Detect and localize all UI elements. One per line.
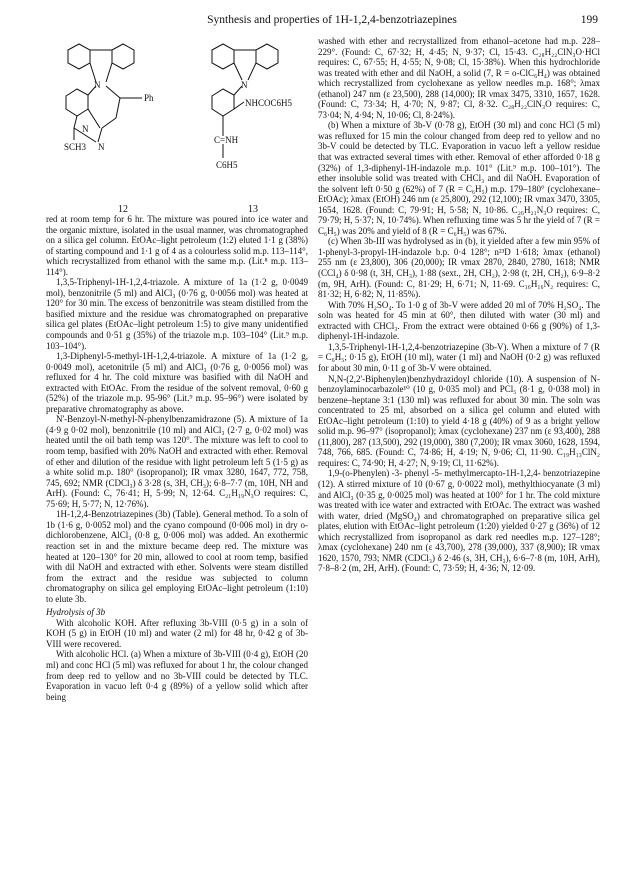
paragraph: 1,9-(o-Phenylen) -3- phenyl -5- methylmercapto-1H-1,2,4- benzotriazepine (12). A stirred mixture of 10 (0·67 g, 0·0022 mol), methylthiocyanate (3 ml) and AlCl₃ (0·35 g, 0·0025 mol) was heated at 100° for 1 hr. The cold mixture was treated with ice water and extracted with EtOAc. The extract was washed with water, dried (MgSO₄) and chromatographed on preparative silica gel plates, elution with EtOAc–light petroleum (1:20) yielded 0·27 g (36%) of 12 which recrystallized from isopropanol as dark red needles m.p. 127–128°; λmax (cyclohexane) 240 nm (ε 43,700), 278 (39,000), 337 (8,900); IR νmax 1620, 1570, 793; NMR (CDCl₃) δ 2·46 (s, 3H, CH₃), 6·6–7·8 (m, 10H, ArH), 7·8–8·2 (m, 2H, ArH). (Found: C, 73·59; H, 4·36; N, 12·09. — [318, 468, 600, 574]
compound-13-label: 13 — [248, 204, 258, 212]
c12-atom-n2: N — [82, 124, 89, 134]
section-heading: Hydrolysis of 3b — [46, 607, 106, 618]
c12-atom-n1: N — [94, 80, 101, 90]
c13-aryl-label: C6H5 — [216, 160, 238, 170]
paragraph: With 70% H₂SO₄. To 1·0 g of 3b-V were added 20 ml of 70% H₂SO₄. The soln was heated for 45 min at 60°, then diluted with water (30 ml) and extracted with CHCl₃. From the extract were obtained 0·66 g (90%) of 1,3-diphenyl-1H-indazole. — [318, 299, 600, 342]
structure-drawing — [46, 36, 296, 212]
paragraph: With alcoholic HCl. (a) When a mixture of 3b-VIII (0·4 g), EtOH (20 ml) and conc HCl (5 ml) was refluxed for about 1 hr, the colour changed from deep red to yellow and no 3b-VIII could be detected by TLC. Evaporation in vacuo left 0·4 g (89%) of a yellow solid which after being — [46, 649, 308, 702]
paragraph: (c) When 3b-III was hydrolysed as in (b), it yielded after a few min 95% of 1-phenyl-3-propyl-1H-indazole b.p. 0·4 128°; n²³D 1·618; λmax (ethanol) 255 nm (ε 23,800), 306 (20,000); IR νmax 2870, 2840, 2780, 1618; NMR (CCl₄) δ 0·98 (t, 3H, CH₃), 1·88 (sext., 2H, CH₂), 2·98 (t, 2H, CH₂), 6·9–8·2 (m, 9H, ArH). (Found: C, 81·29; H, 6·71; N, 11·69. C₁₆H₁₆N₂ requires: C, 81·32; H, 6·82; N, 11·85%). — [318, 236, 600, 300]
paragraph: N,N-(2,2'-Biphenylen)benzhydrazidoyl chloride (10). A suspension of N-benzoylaminocarbazole¹⁰ (10 g, 0·035 mol) and PCl₅ (8·1 g, 0·038 mol) in benzene–heptane 3:1 (130 ml) was refluxed for about 30 min. The soln was concentrated to 25 ml, absorbed on a silica gel column and eluted with EtOAc–light petroleum (1:10) to yield 4·18 g (40%) of 9 as a bright yellow solid m.p. 96–97° (isopropanol); λmax (cyclohexane) 237 nm (ε 93,400), 288 (11,800), 287 (13,500), 292 (19,000), 380 (7,200); IR νmax 3060, 1628, 1594, 748, 766, 685. (Found: C, 74·86; H, 4·19; N, 9·06; Cl, 11·90. C₁₉H₁₃ClN₂ requires: C, 74·90; H, 4·27; N, 9·19; Cl, 11·62%). — [318, 373, 600, 468]
paragraph: With alcoholic KOH. After refluxing 3b-VIII (0·5 g) in a soln of KOH (5 g) in EtOH (10 ml) and water (2 ml) for 48 hr, 0·42 g of 3b-VIII were recovered. — [46, 617, 308, 649]
c12-sch3-label: SCH3 — [64, 142, 87, 152]
c13-ring-right — [256, 44, 278, 69]
paragraph: 1,3,5-Triphenyl-1H-1,2,4-benzotriazepine (3b-V). When a mixture of 7 (R = C₆H₅; 0·15 g), EtOH (10 ml), water (1 ml) and NaOH (0·2 g) was refluxed for about 30 min, 0·11 g of 3b-V were obtained. — [318, 341, 600, 373]
paragraph: 1H-1,2,4-Benzotriazepines (3b) (Table). General method. To a soln of 1b (1·6 g, 0·0052 mol) and the cyano compound (0·006 mol) in dry o-dichlorobenzene, AlCl₃ (0·8 g, 0·006 mol) was added. An exothermic reaction set in and the mixture became deep red. The mixture was heated at 120–130° for 20 min, allowed to cool at room temp, basified with dil NaOH and extracted with ether. Solvents were steam distilled from the extract and the residue was subjected to column chromatography on silica gel employing EtOAc–light petroleum (1:10) to elute 3b. — [46, 509, 308, 604]
c12-ring-left — [68, 44, 90, 69]
paragraph: (b) When a mixture of 3b-V (0·78 g), EtOH (30 ml) and conc HCl (5 ml) was refluxed for 15 min the colour changed from deep red to yellow and no 3b-V could be detected by TLC. Evaporation in vacuo left a yellow residue that was extracted several times with ether. Removal of ether afforded 0·18 g (32%) of 1,3-diphenyl-1H-indazole m.p. 101° (Lit.⁹ m.p. 100–101°). The ether insoluble solid was treated with CHCl₃ and dil NaOH. Evaporation of the solvent left 0·50 g (62%) of 7 (R = C₆H₅) m.p. 179–180° (cyclohexane–EtOAc); λmax (EtOH) 246 nm (ε 25,800), 292 (12,100); IR νmax 3470, 3305, 1654, 1628. (Found: C, 79·91; H, 5·58; N, 10·86. C₂₆H₂₁N₃O requires: C, 79·79; H, 5·37; N, 10·74%). When refluxing time was 5 hr the yield of 7 (R = C₆H₅) was 20% and yield of 8 (R = C₆H₅) was 67%. — [318, 120, 600, 236]
c12-atom-n3: N — [98, 142, 105, 152]
c13-ring-left — [212, 44, 234, 69]
c12-phenyl-label: Ph — [144, 93, 154, 103]
paragraph: 1,3-Diphenyl-5-methyl-1H-1,2,4-triazole. A mixture of 1a (1·2 g, 0·0049 mol), acetonitrile (5 ml) and AlCl₃ (0·76 g, 0·0056 mol) was refluxed for 4 hr. The cold mixture was basified with dil NaOH and extracted with EtOAc. From the residue of the solvent removal, 0·60 g (52%) of the triazole m.p. 95-96° (Lit.⁹ m.p. 95–96°) were isolated by preparative chromatography as above. — [46, 351, 308, 414]
c13-benzo-ring — [212, 89, 234, 116]
paragraph: 1,3,5-Triphenyl-1H-1,2,4-triazole. A mixture of 1a (1·2 g, 0·0049 mol), benzonitrile (5 ml) and AlCl₃ (0·76 g, 0·0056 mol) was heated at 120° for 30 min. The excess of benzonitrile was steam distilled from the basified mixture and the residue was chromatographed on preparative silica gel plates (EtOAc–light petroleum 1:5) to give many unidentified compounds and 0·51 g (35%) of the triazole m.p. 103–104° (Lit.⁹ m.p. 103–104°). — [46, 277, 308, 351]
paragraph: N'-Benzoyl-N-methyl-N-phenylbenzamidrazone (5). A mixture of 1a (4·9 g 0·02 mol), benzonitrile (10 ml) and AlCl₃ (2·7 g, 0·02 mol) was heated until the oil bath temp was 120°. The mixture was left to cool to room temp, basified with 20% NaOH and extracted with ether. Removal of ether and dilution of the residue with light petroleum left 5 (1·5 g) as a white solid m.p. 180° (isopropanol); IR νmax 3280, 1647, 772, 758, 745, 692; NMR (CDCl₃) δ 3·28 (s, 3H, CH₃); 6·8–7·7 (m, 10H, NH and ArH). (Found: C, 76·41; H, 5·99; N, 12·64. C₂₁H₁₉N₃O requires: C, 75·69; H, 5·77; N, 12·76%). — [46, 414, 308, 509]
right-column — [318, 36, 600, 574]
c13-amide-label: NHCOC6H5 — [245, 98, 293, 108]
c12-benzo-ring — [66, 89, 88, 116]
paragraph: washed with ether and recrystallized from ethanol–acetone had m.p. 228–229°. (Found: C, 67·32; H, 4·45; N, 9·37; Cl, 15·43. C₂₈H₂₂ClN₃O·HCl requires: C, 67·55; H, 4·55; N, 9·08; Cl, 15·38%). When this hydrochloride was treated with ether and dil NaOH, a solid (7, R = o-ClC₆H₄) was obtained which recrystallized from cyclohexane as yellow needles m.p. 168°; λmax (ethanol) 247 nm (ε 23,500), 288 (14,000); IR νmax 3475, 3310, 1657, 1628. (Found: C, 73·34; H, 4·70; N, 9·87; Cl, 8·32. C₂₈H₂₂ClN₃O requires: C, 73·04; N, 4·94; N, 10·06; Cl, 8·24%). — [318, 36, 600, 120]
c13-atom-n: N — [241, 80, 248, 90]
structure-figure — [46, 36, 296, 212]
page-number: 199 — [580, 14, 598, 26]
running-header — [66, 14, 598, 30]
running-title: Synthesis and properties of 1H-1,2,4-benzotriazepines — [207, 14, 457, 26]
c12-ring-right — [112, 44, 134, 69]
paragraph: red at room temp for 6 hr. The mixture was poured into ice water and the organic mixture, isolated in the usual manner, was chromatographed on a silica gel column. EtOAc–light petroleum (1:2) eluted 1·1 g (38%) of starting compound and 1·1 g of 4 as a colourless solid m.p. 113–114°, which recrystallized from ethanol with the same m.p. (Lit.⁸ m.p. 113–114°). — [46, 214, 308, 277]
left-column — [46, 214, 308, 702]
c13-imine-label: C=NH — [214, 135, 239, 145]
compound-12-label: 12 — [118, 204, 128, 212]
